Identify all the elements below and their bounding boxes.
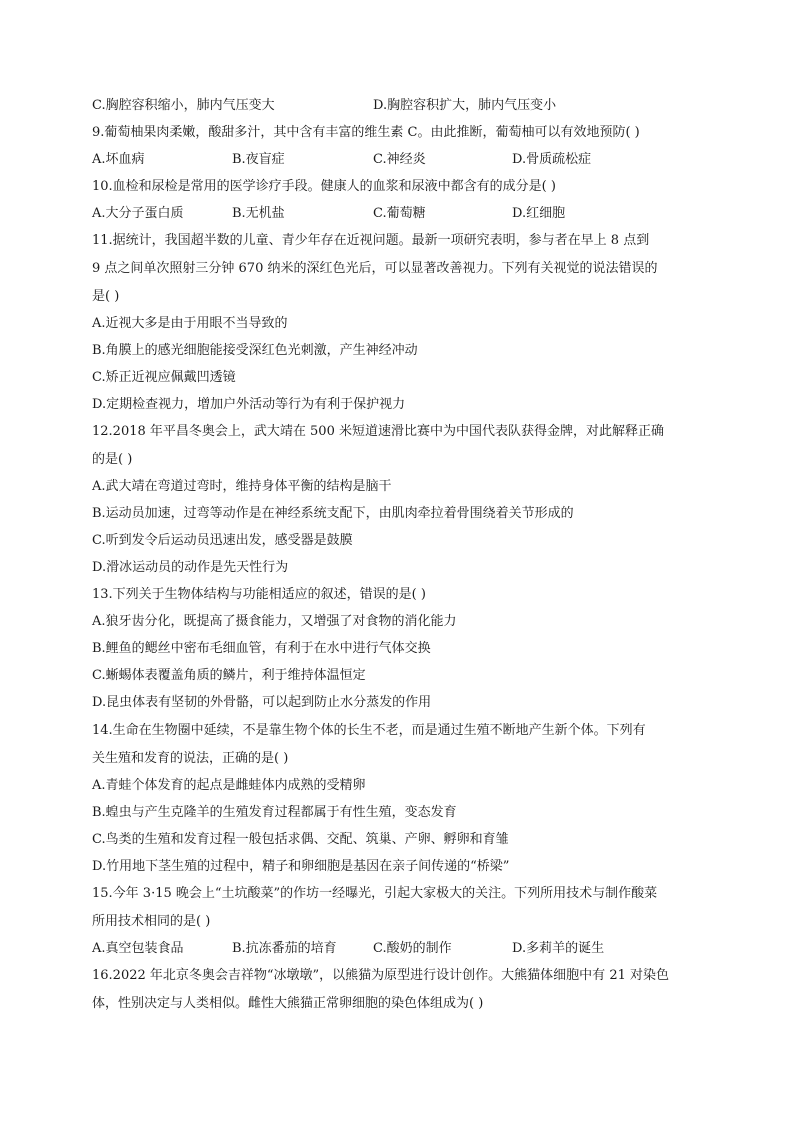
q16-stem-line-1: 16.2022 年北京冬奥会吉祥物“冰墩墩”，以熊猫为原型进行设计创作。大熊猫体细胞中有 21 对染色 bbox=[92, 968, 669, 983]
q11-stem-line-3: 是( ) bbox=[92, 289, 120, 304]
q11-option-c: C.矫正近视应佩戴凹透镜 bbox=[92, 370, 236, 385]
q15-option-d: D.多莉羊的诞生 bbox=[512, 941, 605, 956]
q16-stem-line-2: 体，性别决定与人类相似。雌性大熊猫正常卵细胞的染色体组成为( ) bbox=[92, 996, 484, 1011]
q10-stem: 10.血检和尿检是常用的医学诊疗手段。健康人的血浆和尿液中都含有的成分是( ) bbox=[92, 179, 556, 194]
q13-option-c: C.蜥蜴体表覆盖角质的鳞片，利于维持体温恒定 bbox=[92, 668, 366, 683]
q12-option-a: A.武大靖在弯道过弯时，维持身体平衡的结构是脑干 bbox=[92, 479, 392, 494]
q12-option-c: C.听到发令后运动员迅速出发，感受器是鼓膜 bbox=[92, 533, 353, 548]
q13-option-d: D.昆虫体表有坚韧的外骨骼，可以起到防止水分蒸发的作用 bbox=[92, 695, 432, 710]
q15-stem-line-1: 15.今年 3·15 晚会上“土坑酸菜”的作坊一经曝光，引起大家极大的关注。下列所用技术与制作酸菜 bbox=[92, 886, 658, 901]
q13-option-b: B.鲤鱼的鳃丝中密布毛细血管，有利于在水中进行气体交换 bbox=[92, 641, 431, 656]
q9-option-a: A.坏血病 bbox=[92, 152, 145, 167]
q12-option-d: D.滑冰运动员的动作是先天性行为 bbox=[92, 560, 289, 575]
q14-stem-line-1: 14.生命在生物圈中延续，不是靠生物个体的长生不老，而是通过生殖不断地产生新个体。下列有 bbox=[92, 723, 646, 738]
q8-option-c: C.胸腔容积缩小，肺内气压变大 bbox=[92, 98, 275, 113]
q14-option-a: A.青蛙个体发育的起点是雌蛙体内成熟的受精卵 bbox=[92, 778, 366, 793]
q10-option-c: C.葡萄糖 bbox=[373, 206, 426, 221]
q15-option-a: A.真空包装食品 bbox=[92, 941, 184, 956]
q15-option-c: C.酸奶的制作 bbox=[373, 941, 452, 956]
q10-option-b: B.无机盐 bbox=[232, 206, 285, 221]
q8-option-d: D.胸腔容积扩大，肺内气压变小 bbox=[373, 98, 557, 113]
q15-option-b: B.抗冻番茄的培育 bbox=[232, 941, 337, 956]
q9-option-d: D.骨质疏松症 bbox=[512, 152, 592, 167]
q11-stem-line-1: 11.据统计，我国超半数的儿童、青少年存在近视问题。最新一项研究表明，参与者在早上 8 点到 bbox=[92, 233, 650, 248]
q13-option-a: A.狼牙齿分化，既提高了摄食能力，又增强了对食物的消化能力 bbox=[92, 614, 457, 629]
q11-option-d: D.定期检查视力，增加户外活动等行为有利于保护视力 bbox=[92, 397, 406, 412]
q13-stem: 13.下列关于生物体结构与功能相适应的叙述，错误的是( ) bbox=[92, 587, 426, 602]
q14-option-c: C.鸟类的生殖和发育过程一般包括求偶、交配、筑巢、产卵、孵卵和育雏 bbox=[92, 832, 509, 847]
q11-option-a: A.近视大多是由于用眼不当导致的 bbox=[92, 316, 288, 331]
q9-option-b: B.夜盲症 bbox=[232, 152, 285, 167]
q12-option-b: B.运动员加速，过弯等动作是在神经系统支配下，由肌肉牵拉着骨围绕着关节形成的 bbox=[92, 506, 574, 521]
q14-option-b: B.蝗虫与产生克隆羊的生殖发育过程都属于有性生殖，变态发育 bbox=[92, 805, 457, 820]
q12-stem-line-2: 的是( ) bbox=[92, 452, 133, 467]
q11-option-b: B.角膜上的感光细胞能接受深红色光刺激，产生神经冲动 bbox=[92, 343, 418, 358]
q9-option-c: C.神经炎 bbox=[373, 152, 426, 167]
q14-option-d: D.竹用地下茎生殖的过程中，精子和卵细胞是基因在亲子间传递的“桥梁” bbox=[92, 859, 510, 874]
q15-stem-line-2: 所用技术相同的是( ) bbox=[92, 914, 211, 929]
q9-stem: 9.葡萄柚果肉柔嫩，酸甜多汁，其中含有丰富的维生素 C。由此推断，葡萄柚可以有效地预防( ) bbox=[92, 125, 640, 140]
q14-stem-line-2: 关生殖和发育的说法，正确的是( ) bbox=[92, 751, 289, 766]
q10-option-a: A.大分子蛋白质 bbox=[92, 206, 184, 221]
q11-stem-line-2: 9 点之间单次照射三分钟 670 纳米的深红色光后，可以显著改善视力。下列有关视觉的说法错误的 bbox=[92, 261, 658, 276]
q10-option-d: D.红细胞 bbox=[512, 206, 566, 221]
q12-stem-line-1: 12.2018 年平昌冬奥会上，武大靖在 500 米短道速滑比赛中为中国代表队获得金牌，对此解释正确 bbox=[92, 424, 664, 439]
